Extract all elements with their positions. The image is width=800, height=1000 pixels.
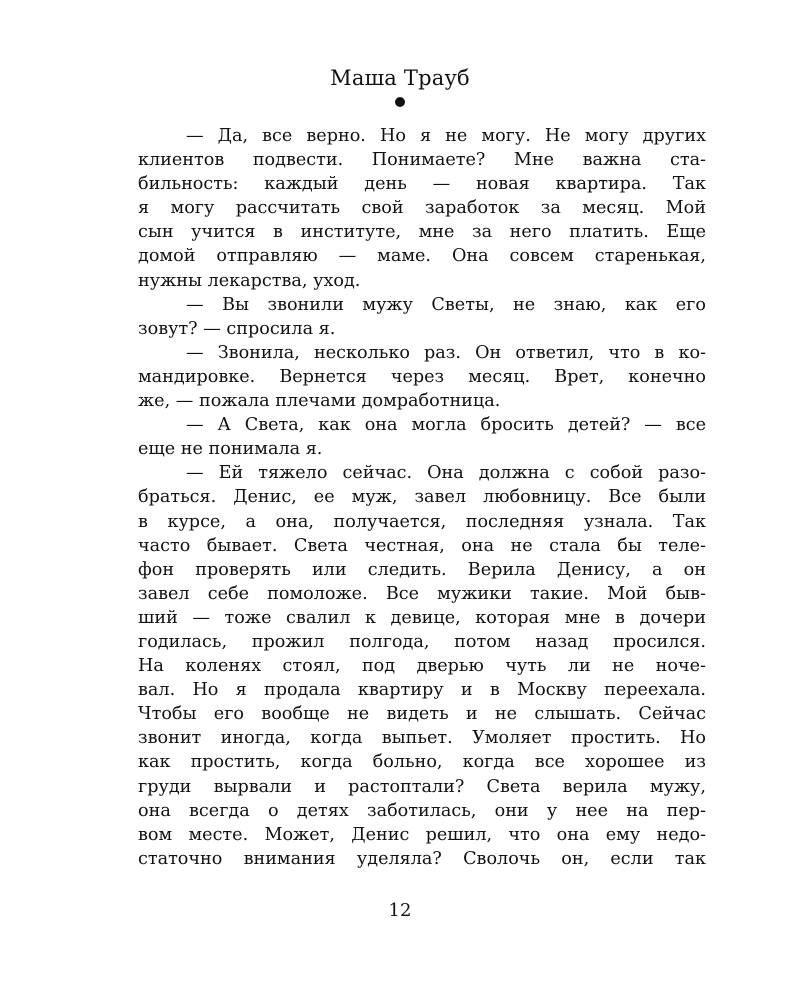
text-line: домой отправляю — маме. Она совсем старенькая,	[138, 246, 706, 267]
text-line: еще не понимала я.	[138, 439, 323, 460]
running-head-author: Маша Трауб	[330, 66, 470, 90]
text-line: вал. Но я продала квартиру и в Москву переехала.	[138, 680, 706, 701]
text-line: браться. Денис, ее муж, завел любовницу. Все были	[138, 487, 706, 508]
text-line: На коленях стоял, под дверью чуть ли не ноче-	[138, 656, 706, 677]
text-line: статочно внимания уделяла? Сволочь он, если так	[138, 848, 706, 869]
text-line: — А Света, как она могла бросить детей? — все	[186, 415, 706, 436]
text-line: звонит иногда, когда выпьет. Умоляет простить. Но	[138, 728, 706, 749]
text-line: клиентов подвести. Понимаете? Мне важна ста-	[138, 150, 706, 171]
text-line: нужны лекарства, уход.	[138, 270, 361, 291]
text-line: — Вы звонили мужу Светы, не знаю, как его	[186, 294, 706, 315]
text-line: — Звонила, несколько раз. Он ответил, что в ко-	[186, 342, 706, 363]
text-line: мандировке. Вернется через месяц. Врет, конечно	[138, 366, 706, 387]
text-line: бильность: каждый день — новая квартира. Так	[138, 174, 706, 195]
text-line: в курсе, а она, получается, последняя узнала. Так	[138, 511, 706, 532]
text-line: — Ей тяжело сейчас. Она должна с собой разо-	[186, 463, 706, 484]
text-line: завел себе помоложе. Все мужики такие. Мой быв-	[138, 583, 706, 604]
text-line: фон проверять или следить. Верила Денису, а он	[138, 559, 706, 580]
text-line: как простить, когда больно, когда все хорошее из	[138, 752, 706, 773]
text-line: зовут? — спросила я.	[138, 318, 336, 339]
text-line: — Да, все верно. Но я не могу. Не могу других	[186, 126, 706, 146]
page-number: 12	[388, 900, 412, 921]
text-line: годилась, прожил полгода, потом назад просился.	[138, 631, 706, 652]
text-line: вом месте. Может, Денис решил, что она ему недо-	[138, 824, 706, 845]
text-line: она всегда о детях заботилась, они у нее на пер-	[138, 800, 706, 821]
text-line: сын учится в институте, мне за него платить. Еще	[138, 222, 706, 243]
text-line: я могу рассчитать свой заработок за месяц. Мой	[138, 198, 706, 219]
text-line: груди вырвали и растоптали? Света верила мужу,	[138, 776, 706, 797]
page-text	[138, 124, 706, 871]
text-line: же, — пожала плечами домработница.	[138, 391, 501, 412]
bullet-ornament-icon	[395, 97, 405, 107]
text-line: часто бывает. Света честная, она не стала бы теле-	[138, 535, 706, 556]
text-line: Чтобы его вообще не видеть и не слышать. Сейчас	[138, 704, 706, 725]
text-line: ший — тоже свалил к девице, которая мне в дочери	[138, 607, 706, 628]
